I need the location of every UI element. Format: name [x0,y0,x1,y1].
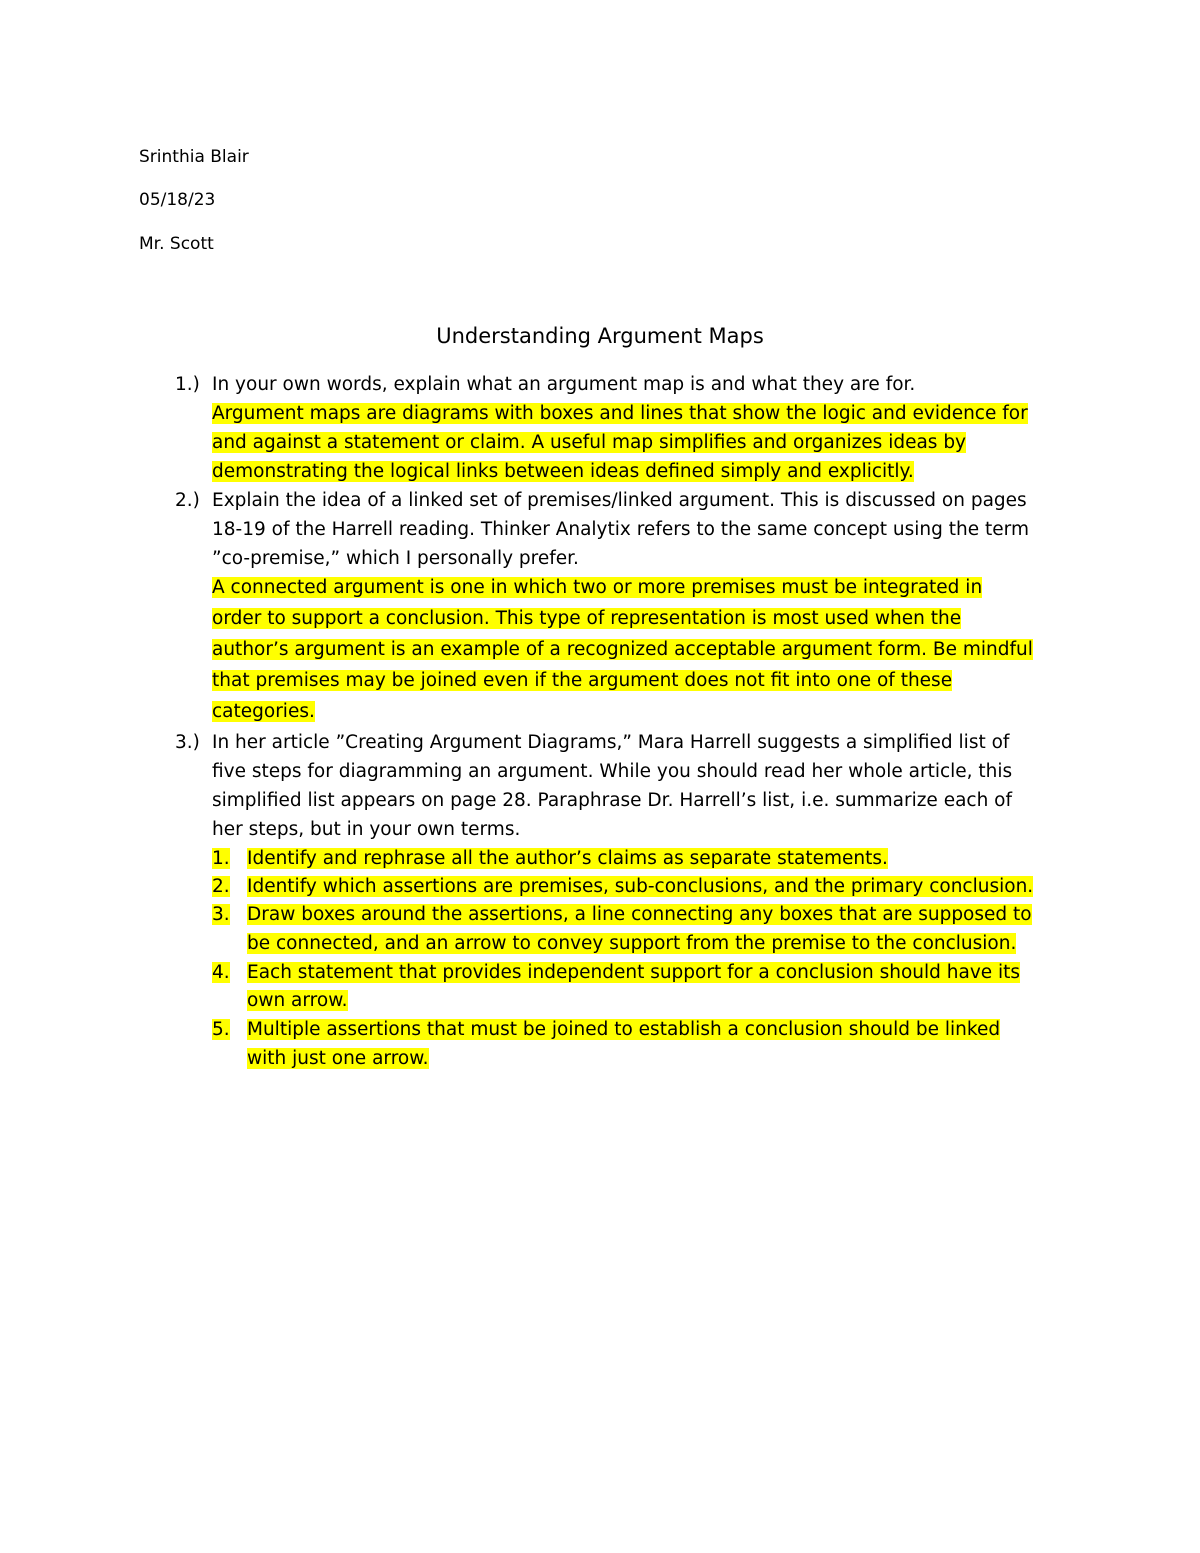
step-line: Each statement that provides independent support for a conclusion should have its [247,962,1021,983]
question-prompt-line: In her article ”Creating Argument Diagrams,” Mara Harrell suggests a simplified list of [212,732,1010,753]
question-prompt-line: Explain the idea of a linked set of premises/linked argument. This is discussed on pages [212,490,1027,511]
step-line: Draw boxes around the assertions, a line connecting any boxes that are supposed to [247,904,1032,925]
step-line: own arrow. [247,990,348,1011]
question-prompt-line: simplified list appears on page 28. Paraphrase Dr. Harrell’s list, i.e. summarize each of [212,790,1013,811]
step-number: 3. [212,904,230,925]
step-line: Identify which assertions are premises, sub-conclusions, and the primary conclusion. [247,876,1034,897]
answer-line: A connected argument is one in which two or more premises must be integrated in [212,577,983,598]
question-number: 1.) [175,374,200,395]
step-number: 2. [212,876,230,897]
question-prompt-line: her steps, but in your own terms. [212,819,521,840]
answer-line: Argument maps are diagrams with boxes and lines that show the logic and evidence for [212,403,1028,424]
document-title: Understanding Argument Maps [436,324,764,348]
answer-line: author’s argument is an example of a recognized acceptable argument form. Be mindful [212,639,1033,660]
question-prompt-line: 18-19 of the Harrell reading. Thinker Analytix refers to the same concept using the term [212,519,1029,540]
question-prompt-line: five steps for diagramming an argument. While you should read her whole article, this [212,761,1013,782]
answer-line: demonstrating the logical links between ideas defined simply and explicitly. [212,461,914,482]
step-line: be connected, and an arrow to convey support from the premise to the conclusion. [247,933,1017,954]
answer-line: categories. [212,701,315,722]
question-prompt-line: In your own words, explain what an argument map is and what they are for. [212,374,916,395]
step-line: with just one arrow. [247,1048,429,1069]
question-number: 3.) [175,732,200,753]
student-name: Srinthia Blair [139,147,249,167]
step-number: 4. [212,962,230,983]
step-line: Multiple assertions that must be joined to establish a conclusion should be linked [247,1019,1001,1040]
answer-line: and against a statement or claim. A useful map simplifies and organizes ideas by [212,432,967,453]
date: 05/18/23 [139,190,216,210]
step-number: 1. [212,848,230,869]
answer-line: that premises may be joined even if the argument does not fit into one of these [212,670,953,691]
step-line: Identify and rephrase all the author’s claims as separate statements. [247,848,888,869]
answer-line: order to support a conclusion. This type of representation is most used when the [212,608,962,629]
teacher-name: Mr. Scott [139,234,214,254]
question-prompt-line: ”co-premise,” which I personally prefer. [212,548,579,569]
step-number: 5. [212,1019,230,1040]
question-number: 2.) [175,490,200,511]
